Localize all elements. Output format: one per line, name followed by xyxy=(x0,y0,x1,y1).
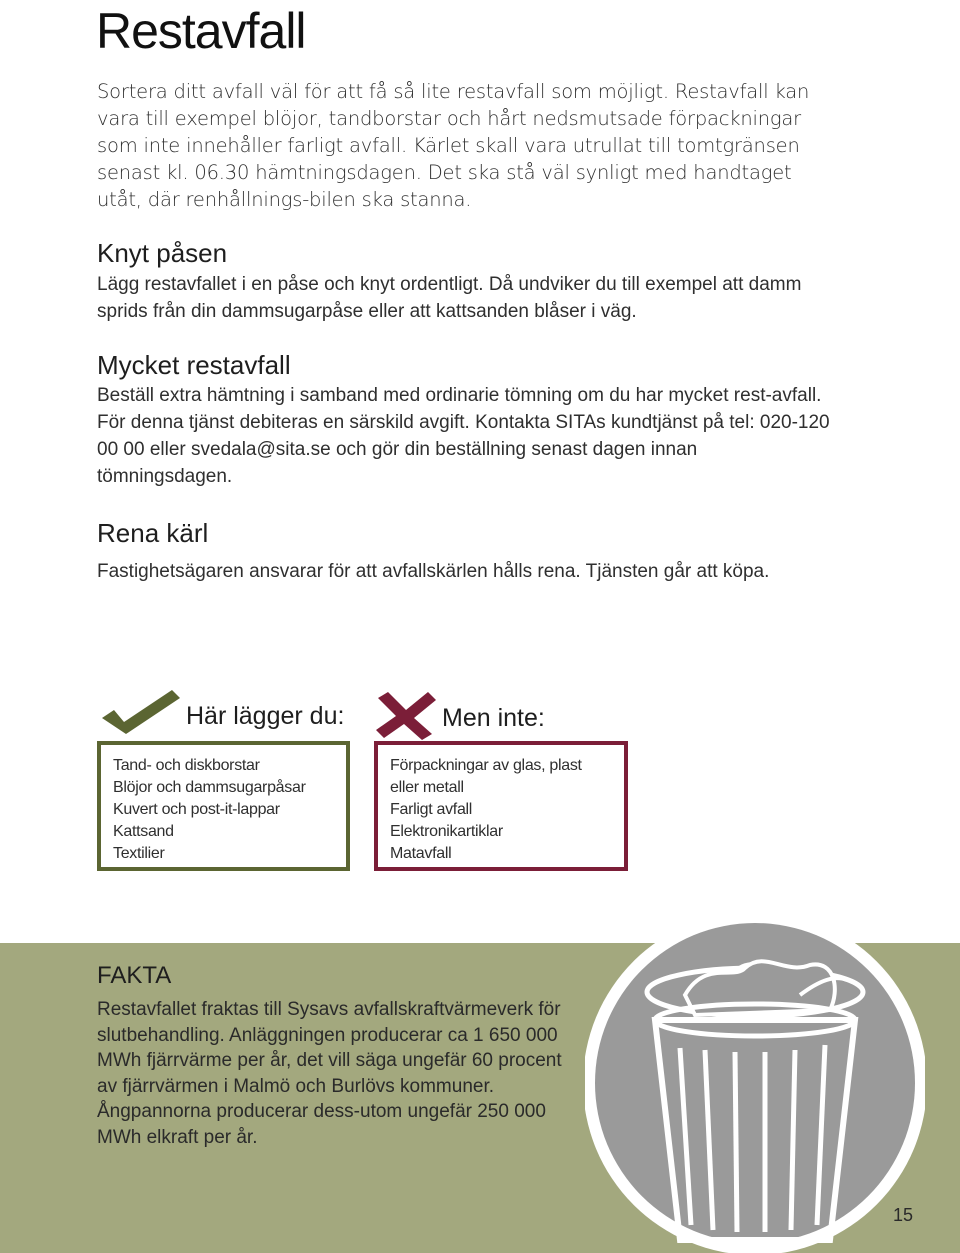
page-number: 15 xyxy=(893,1205,914,1225)
rejected-item: Elektronikartiklar xyxy=(390,823,503,840)
cross-icon xyxy=(372,690,438,740)
accepted-item: Kuvert och post-it-lappar xyxy=(113,801,280,818)
rejected-heading: Men inte: xyxy=(442,704,545,732)
fakta-text: Restavfallet fraktas till Sysavs avfallskraftvärmeverk för slutbehandling. Anläggningen producerar ca 1 650 000 MWh fjärrvärme per år, det vill säga ungefär 60 procent av fjärrvärmen i Malmö och Burlövs kommuner. Ångpannorna producerar dess-utom ungefär 250 000 MWh elkraft per år. xyxy=(97,999,562,1148)
accepted-heading: Här lägger du: xyxy=(186,702,345,730)
rejected-item: Farligt avfall xyxy=(390,801,473,818)
checkmark-icon xyxy=(100,688,182,736)
page-title: Restavfall xyxy=(96,3,306,59)
rejected-item: Förpackningar av glas, plast xyxy=(390,757,582,774)
section-heading-knyt-pasen: Knyt påsen xyxy=(97,238,228,268)
accepted-list xyxy=(97,741,350,871)
section-heading-rena-karl: Rena kärl xyxy=(97,518,209,548)
section-text-knyt-pasen: Lägg restavfallet i en påse och knyt ordentligt. Då undviker du till exempel att damm sprids från din dammsugarpåse eller att kattsanden blåser i väg. xyxy=(97,274,802,322)
section-text-mycket-restavfall: Beställ extra hämtning i samband med ordinarie tömning om du har mycket rest-avfall. För denna tjänst debiteras en särskild avgift. Kontakta SITAs kundtjänst på tel: 020-120 00 00 eller svedala@sita.se och gör din beställning senast dagen innan tömningsdagen. xyxy=(97,385,830,487)
accepted-item: Tand- och diskborstar xyxy=(113,757,260,774)
trash-can-icon xyxy=(585,880,925,1253)
section-heading-mycket-restavfall: Mycket restavfall xyxy=(97,350,291,380)
fakta-title: FAKTA xyxy=(97,962,172,989)
intro-text: Sortera ditt avfall väl för att få så lite restavfall som möjligt. Restavfall kan vara till exempel blöjor, tandborstar och hårt nedsmutsade förpackningar som inte innehåller farligt avfall. Kärlet skall vara utrullat till tomtgränsen senast kl. 06.30 hämtningsdagen. Det ska stå väl synligt med handtaget utåt, där renhållnings-bilen ska stanna. xyxy=(97,80,810,211)
rejected-item: eller metall xyxy=(390,779,464,796)
accepted-item: Blöjor och dammsugarpåsar xyxy=(113,779,306,796)
accepted-item: Kattsand xyxy=(113,823,174,840)
section-text-rena-karl: Fastighetsägaren ansvarar för att avfallskärlen hålls rena. Tjänsten går att köpa. xyxy=(97,561,770,582)
rejected-item: Matavfall xyxy=(390,845,452,862)
accepted-item: Textilier xyxy=(113,845,165,862)
rejected-list xyxy=(374,741,628,871)
